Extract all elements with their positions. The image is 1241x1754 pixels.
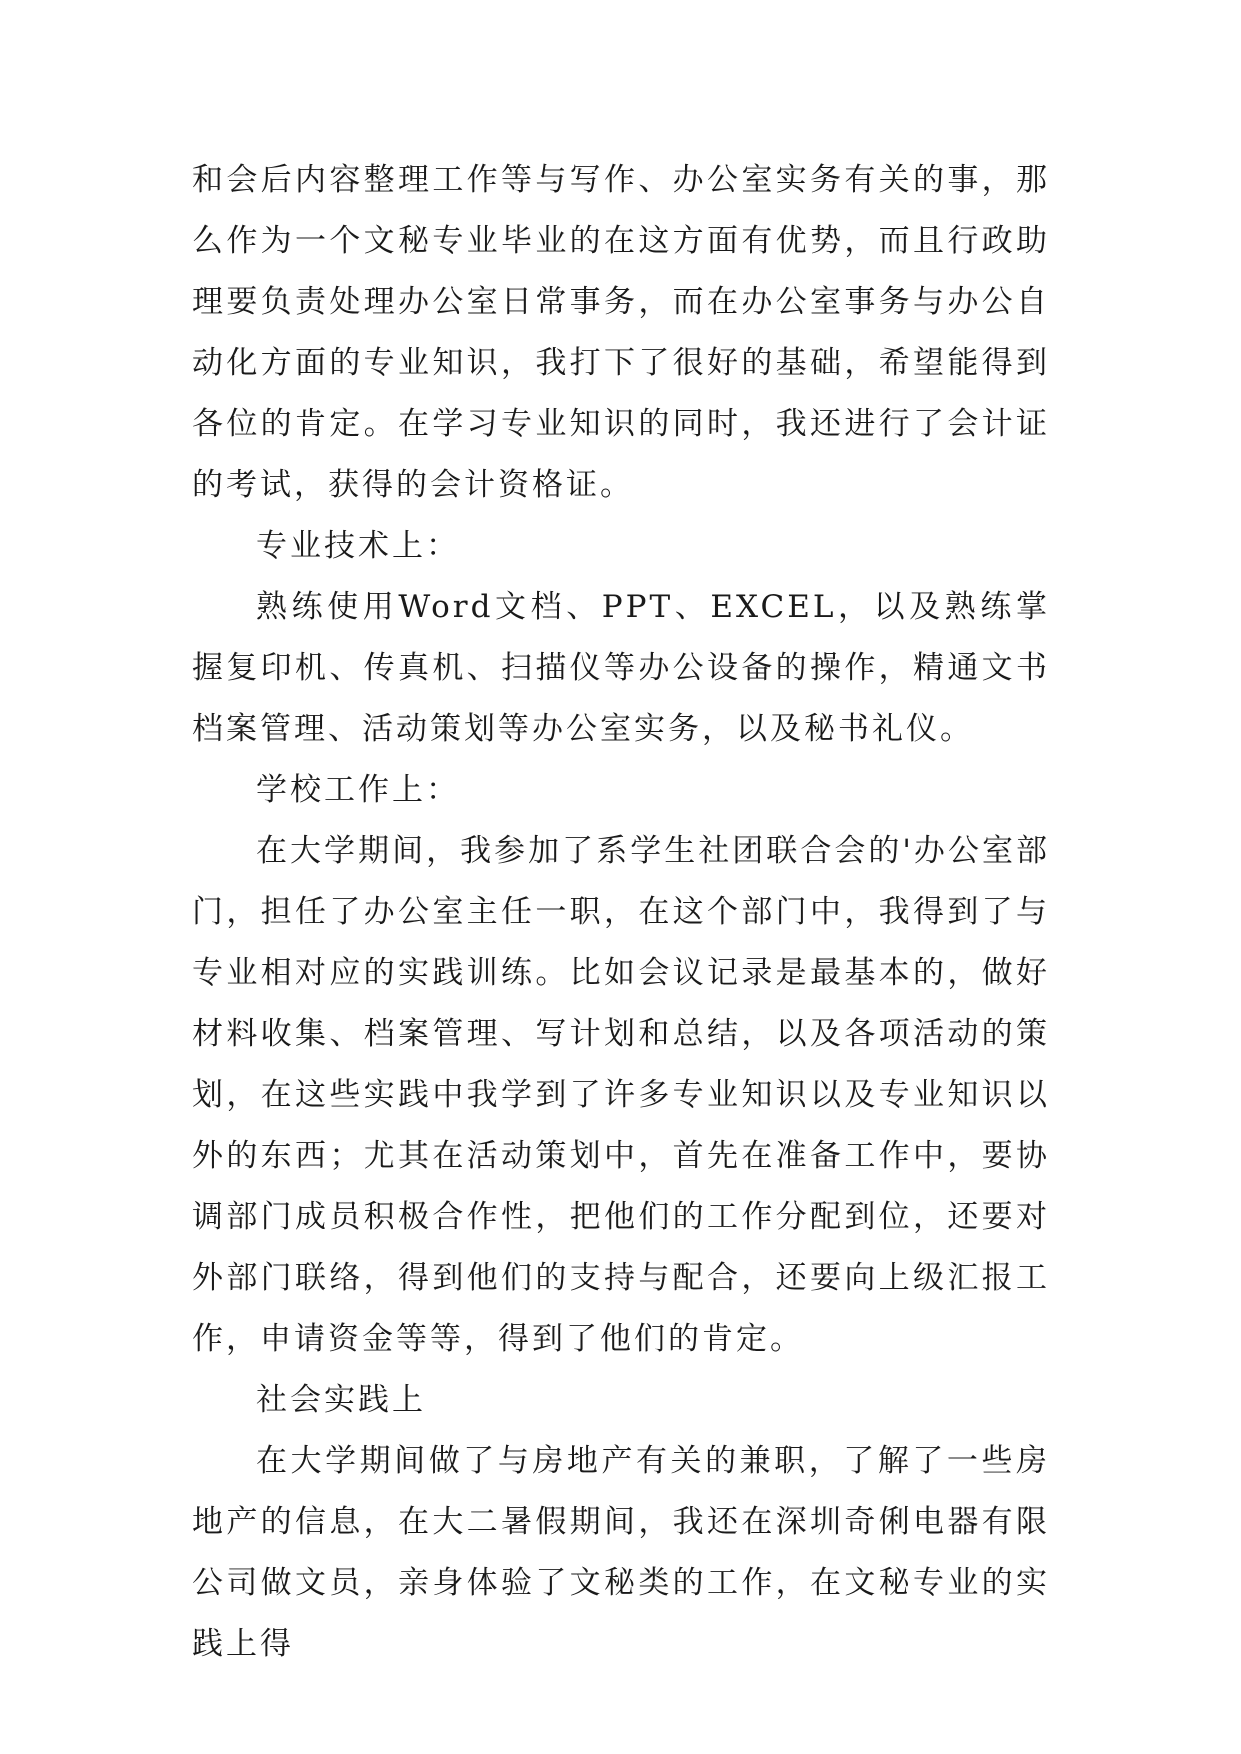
paragraph-continuation: 和会后内容整理工作等与写作、办公室实务有关的事，那么作为一个文秘专业毕业的在这方面有优势，而且行政助理要负责处理办公室日常事务，而在办公室事务与办公自动化方面的专业知识，我打下了很好的基础，希望能得到各位的肯定。在学习专业知识的同时，我还进行了会计证的考试，获得的会计资格证。 xyxy=(192,162,1050,503)
heading-professional-skills: 专业技术上： xyxy=(256,528,460,564)
paragraph-professional-skills: 熟练使用Word文档、PPT、EXCEL，以及熟练掌握复印机、传真机、扫描仪等办公设备的操作，精通文书档案管理、活动策划等办公室实务，以及秘书礼仪。 xyxy=(192,589,1050,747)
heading-social-practice: 社会实践上 xyxy=(256,1382,426,1418)
paragraph-social-practice: 在大学期间做了与房地产有关的兼职，了解了一些房地产的信息，在大二暑假期间，我还在深圳奇俐电器有限公司做文员，亲身体验了文秘类的工作，在文秘专业的实践上得 xyxy=(192,1443,1050,1662)
paragraph-school-work: 在大学期间，我参加了系学生社团联合会的'办公室部门，担任了办公室主任一职，在这个部门中，我得到了与专业相对应的实践训练。比如会议记录是最基本的，做好材料收集、档案管理、写计划和总结，以及各项活动的策划，在这些实践中我学到了许多专业知识以及专业知识以外的东西；尤其在活动策划中，首先在准备工作中，要协调部门成员积极合作性，把他们的工作分配到位，还要对外部门联络，得到他们的支持与配合，还要向上级汇报工作，申请资金等等，得到了他们的肯定。 xyxy=(192,833,1050,1357)
document-body xyxy=(192,150,1050,1675)
heading-school-work: 学校工作上： xyxy=(256,772,460,808)
